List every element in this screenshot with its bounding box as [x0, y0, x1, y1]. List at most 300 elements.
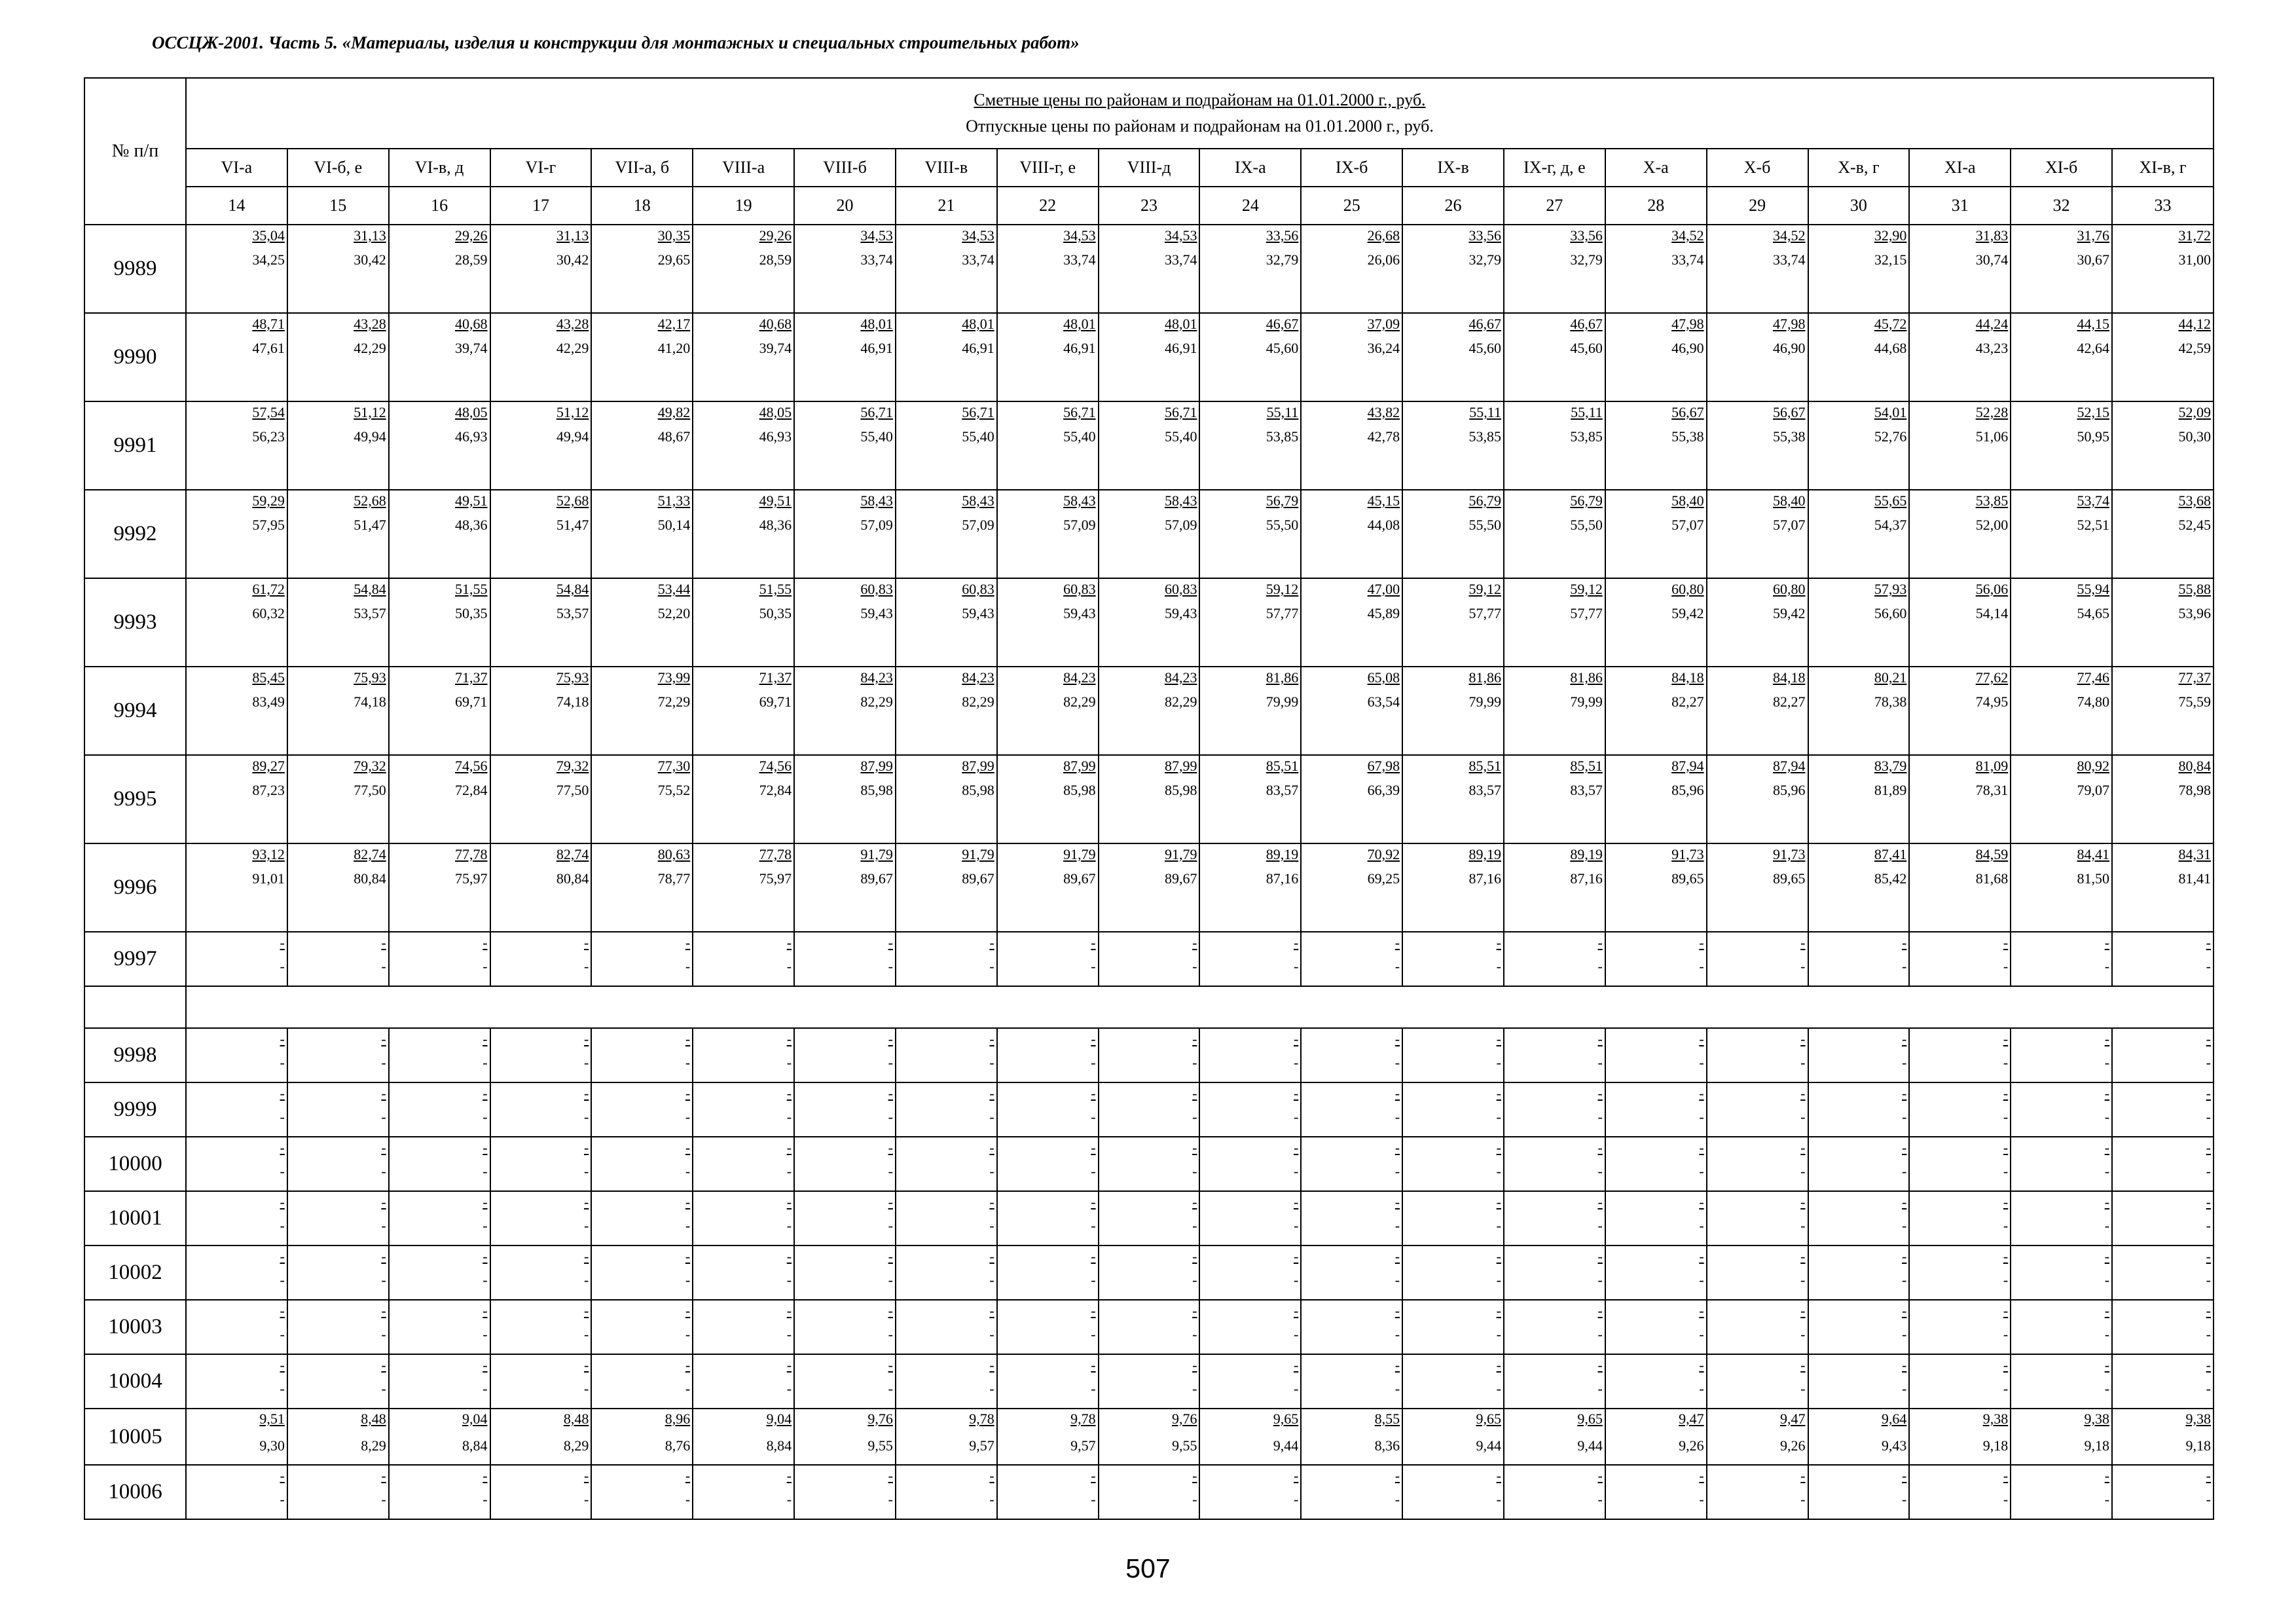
row-number: 10001 — [84, 1191, 186, 1246]
release-price: - — [2206, 1054, 2211, 1071]
price-cell — [1909, 313, 2011, 401]
price-cell — [1909, 1465, 2011, 1519]
price-cell — [1301, 1028, 1402, 1082]
estimated-price: - — [2206, 1248, 2211, 1264]
price-cell — [693, 843, 794, 932]
price-cell — [287, 578, 389, 667]
estimated-price: - — [989, 1302, 994, 1319]
release-price: 57,95 — [252, 517, 285, 533]
price-cell — [1099, 667, 1200, 755]
estimated-price: 60,83 — [1164, 581, 1197, 597]
price-cell — [2112, 1354, 2214, 1409]
estimated-price: - — [1699, 1467, 1704, 1484]
column-number: 16 — [389, 187, 490, 225]
release-price: - — [381, 1109, 386, 1125]
price-cell — [693, 932, 794, 986]
price-cell — [1504, 1465, 1605, 1519]
release-price: - — [381, 1054, 386, 1071]
price-cell — [1199, 1300, 1301, 1354]
price-cell — [2011, 1082, 2112, 1137]
estimated-price: 60,83 — [962, 581, 994, 597]
estimated-price: 59,12 — [1570, 581, 1603, 597]
release-price: - — [685, 1380, 691, 1397]
estimated-price: - — [2104, 1357, 2110, 1373]
estimated-price: - — [1394, 1085, 1400, 1101]
release-price: 53,96 — [2178, 605, 2211, 621]
estimated-price: - — [1800, 1357, 1806, 1373]
release-price: - — [1699, 1163, 1704, 1179]
estimated-price: - — [1394, 1302, 1400, 1319]
price-cell — [1301, 225, 1402, 313]
price-cell — [1605, 1409, 1707, 1465]
release-price: - — [1394, 1054, 1400, 1071]
estimated-price: - — [381, 1467, 386, 1484]
price-cell — [1707, 1465, 1808, 1519]
price-cell — [1808, 578, 1910, 667]
estimated-price: - — [2003, 1194, 2009, 1210]
estimated-price: - — [483, 1194, 488, 1210]
estimated-price: - — [2206, 1302, 2211, 1319]
price-cell — [287, 1028, 389, 1082]
estimated-price: 56,79 — [1468, 492, 1501, 509]
release-price: 9,57 — [969, 1437, 994, 1454]
estimated-price: - — [786, 1031, 792, 1047]
release-price: 45,60 — [1570, 340, 1603, 356]
release-price: 57,09 — [1063, 517, 1096, 533]
price-cell — [997, 313, 1099, 401]
release-price: 57,77 — [1468, 605, 1501, 621]
estimated-price: 74,56 — [455, 758, 488, 774]
price-cell — [2011, 1354, 2112, 1409]
price-cell — [490, 578, 592, 667]
estimated-price: 43,28 — [354, 316, 386, 332]
price-cell — [1605, 1191, 1707, 1246]
estimated-price: - — [1293, 1031, 1299, 1047]
price-cell — [1301, 1300, 1402, 1354]
release-price: - — [2003, 1326, 2009, 1342]
release-price: - — [1293, 1054, 1299, 1071]
release-price: 52,45 — [2178, 517, 2211, 533]
column-header-region: XI-а — [1909, 149, 2011, 187]
release-price: 9,18 — [2084, 1437, 2110, 1454]
estimated-price: - — [381, 1085, 386, 1101]
estimated-price: 73,99 — [657, 669, 691, 686]
estimated-price: 8,96 — [665, 1411, 691, 1427]
estimated-price: 8,48 — [563, 1411, 589, 1427]
release-price: 48,36 — [455, 517, 488, 533]
release-price: - — [2104, 1054, 2110, 1071]
release-price: - — [1800, 1491, 1806, 1507]
release-price: - — [1091, 1380, 1096, 1397]
price-cell — [693, 1191, 794, 1246]
estimated-price: 34,52 — [1773, 227, 1806, 244]
column-number: 25 — [1301, 187, 1402, 225]
price-cell — [389, 401, 490, 490]
estimated-price: - — [1091, 1085, 1096, 1101]
release-price: - — [786, 1217, 792, 1234]
release-price: - — [1192, 1163, 1197, 1179]
release-price: 51,47 — [556, 517, 589, 533]
price-cell — [1707, 1082, 1808, 1137]
estimated-price: - — [1902, 1194, 1907, 1210]
price-cell — [2011, 932, 2112, 986]
release-price: 33,74 — [1671, 251, 1704, 268]
estimated-price: - — [2003, 1467, 2009, 1484]
release-price: 63,54 — [1367, 693, 1400, 710]
release-price: - — [280, 1272, 285, 1288]
estimated-price: 84,18 — [1671, 669, 1704, 686]
estimated-price: 56,79 — [1266, 492, 1299, 509]
estimated-price: - — [584, 1467, 589, 1484]
price-cell — [693, 1137, 794, 1191]
release-price: 66,39 — [1367, 782, 1400, 798]
release-price: - — [1293, 1163, 1299, 1179]
price-cell — [1301, 1409, 1402, 1465]
estimated-price: - — [2104, 1194, 2110, 1210]
estimated-price: 54,84 — [354, 581, 386, 597]
release-price: - — [1192, 1054, 1197, 1071]
price-cell — [1504, 1191, 1605, 1246]
table-row — [84, 1137, 2214, 1191]
price-cell — [1199, 401, 1301, 490]
price-cell — [591, 843, 693, 932]
price-cell — [287, 1082, 389, 1137]
release-price: - — [1293, 1326, 1299, 1342]
table-title-cell — [186, 78, 2214, 149]
row-number: 9993 — [84, 578, 186, 667]
release-price: - — [1192, 958, 1197, 974]
estimated-price: - — [1394, 1467, 1400, 1484]
estimated-price: - — [483, 1248, 488, 1264]
price-cell — [1605, 313, 1707, 401]
price-cell — [997, 225, 1099, 313]
price-cell — [1301, 578, 1402, 667]
release-price: 50,95 — [2077, 428, 2110, 445]
release-price: - — [786, 958, 792, 974]
column-header-region: VIII-б — [794, 149, 896, 187]
release-price: 9,43 — [1881, 1437, 1907, 1454]
release-price: 49,94 — [354, 428, 386, 445]
price-cell — [1707, 1246, 1808, 1300]
release-price: 78,77 — [657, 870, 691, 887]
price-cell — [389, 755, 490, 843]
release-price: - — [685, 1054, 691, 1071]
price-cell — [1504, 578, 1605, 667]
estimated-price: 87,99 — [1164, 758, 1197, 774]
estimated-price: 34,53 — [1164, 227, 1197, 244]
estimated-price: 57,93 — [1874, 581, 1907, 597]
release-price: - — [1293, 1491, 1299, 1507]
release-price: 50,35 — [759, 605, 792, 621]
release-price: 54,14 — [1975, 605, 2009, 621]
estimated-price: 34,53 — [860, 227, 893, 244]
estimated-price: - — [1699, 1031, 1704, 1047]
price-cell — [1402, 1028, 1504, 1082]
release-price: - — [1902, 958, 1907, 974]
price-cell — [287, 932, 389, 986]
price-cell — [693, 1354, 794, 1409]
estimated-price: 51,33 — [657, 492, 691, 509]
release-price: 55,38 — [1671, 428, 1704, 445]
estimated-price: 87,94 — [1773, 758, 1806, 774]
price-cell — [186, 490, 287, 578]
price-cell — [896, 225, 997, 313]
estimated-price: 75,93 — [354, 669, 386, 686]
release-price: 81,41 — [2178, 870, 2211, 887]
column-header-region: VI-б, е — [287, 149, 389, 187]
release-price: - — [381, 958, 386, 974]
estimated-price: - — [1091, 1467, 1096, 1484]
price-cell — [591, 1191, 693, 1246]
estimated-price: 58,40 — [1671, 492, 1704, 509]
release-price: 46,91 — [1164, 340, 1197, 356]
price-cell — [1099, 1465, 1200, 1519]
release-price: - — [1902, 1326, 1907, 1342]
estimated-price: - — [1293, 934, 1299, 951]
price-cell — [1402, 843, 1504, 932]
release-price: 51,47 — [354, 517, 386, 533]
estimated-price: 29,26 — [759, 227, 792, 244]
price-cell — [2112, 932, 2214, 986]
release-price: 9,26 — [1679, 1437, 1704, 1454]
price-cell — [1808, 1246, 1910, 1300]
price-cell — [794, 1354, 896, 1409]
estimated-price: - — [2104, 1085, 2110, 1101]
release-price: 28,59 — [759, 251, 792, 268]
release-price: 9,57 — [1070, 1437, 1096, 1454]
release-price: 57,07 — [1671, 517, 1704, 533]
release-price: 85,98 — [860, 782, 893, 798]
release-price: - — [1293, 1109, 1299, 1125]
row-number: 9991 — [84, 401, 186, 490]
column-header-region: IX-а — [1199, 149, 1301, 187]
release-price: 50,14 — [657, 517, 691, 533]
price-cell — [1605, 225, 1707, 313]
price-cell — [2112, 1409, 2214, 1465]
estimated-price: 87,41 — [1874, 846, 1907, 862]
release-price: - — [584, 1491, 589, 1507]
estimated-price: - — [483, 1139, 488, 1156]
release-price: 43,23 — [1975, 340, 2009, 356]
estimated-price: 54,01 — [1874, 404, 1907, 420]
estimated-price: - — [2206, 1467, 2211, 1484]
price-cell — [1707, 1300, 1808, 1354]
release-price: - — [2206, 958, 2211, 974]
table-row — [84, 1191, 2214, 1246]
release-price: 53,85 — [1266, 428, 1299, 445]
price-cell — [896, 667, 997, 755]
estimated-price: - — [584, 934, 589, 951]
release-price: - — [2003, 1491, 2009, 1507]
price-cell — [1099, 401, 1200, 490]
release-price: 56,60 — [1874, 605, 1907, 621]
estimated-price: - — [786, 934, 792, 951]
table-row — [84, 1354, 2214, 1409]
release-price: - — [1496, 1491, 1501, 1507]
release-price: - — [381, 1272, 386, 1288]
release-price: 87,16 — [1570, 870, 1603, 887]
price-cell — [490, 1354, 592, 1409]
estimated-price: 54,84 — [556, 581, 589, 597]
estimated-price: 81,86 — [1468, 669, 1501, 686]
estimated-price: 67,98 — [1367, 758, 1400, 774]
release-price: - — [2104, 1326, 2110, 1342]
release-price: - — [280, 1109, 285, 1125]
price-cell — [794, 755, 896, 843]
release-price: - — [1800, 1380, 1806, 1397]
column-header-region: VI-г — [490, 149, 592, 187]
estimated-price: 89,19 — [1468, 846, 1501, 862]
estimated-price: 9,64 — [1881, 1411, 1907, 1427]
price-cell — [186, 843, 287, 932]
release-price: 89,67 — [860, 870, 893, 887]
release-price: 55,38 — [1773, 428, 1806, 445]
price-cell — [2011, 1028, 2112, 1082]
estimated-price: - — [2104, 1248, 2110, 1264]
release-price: - — [584, 1272, 589, 1288]
price-cell — [389, 1028, 490, 1082]
release-price: - — [1192, 1326, 1197, 1342]
price-cell — [1199, 1354, 1301, 1409]
estimated-price: 77,37 — [2178, 669, 2211, 686]
release-price: 82,27 — [1671, 693, 1704, 710]
price-cell — [1099, 932, 1200, 986]
release-price: 8,84 — [766, 1437, 792, 1454]
estimated-price: 44,12 — [2178, 316, 2211, 332]
release-price: - — [1091, 1109, 1096, 1125]
estimated-price: - — [1091, 1302, 1096, 1319]
estimated-price: - — [2104, 1467, 2110, 1484]
price-cell — [794, 1137, 896, 1191]
price-cell — [591, 313, 693, 401]
estimated-price: - — [1192, 1139, 1197, 1156]
price-cell — [1707, 755, 1808, 843]
release-price: - — [2206, 1109, 2211, 1125]
estimated-price: 33,56 — [1266, 227, 1299, 244]
release-price: 57,09 — [860, 517, 893, 533]
release-price: - — [989, 1380, 994, 1397]
estimated-price: - — [1597, 1085, 1603, 1101]
release-price: - — [483, 1272, 488, 1288]
estimated-price: 55,65 — [1874, 492, 1907, 509]
release-price: 55,40 — [1164, 428, 1197, 445]
release-price: 72,84 — [455, 782, 488, 798]
price-cell — [896, 1354, 997, 1409]
estimated-prices-title: Сметные цены по районам и подрайонам на 01.01.2000 г., руб. — [974, 90, 1426, 109]
price-cell — [1909, 1191, 2011, 1246]
price-cell — [2011, 1246, 2112, 1300]
release-price: - — [483, 1380, 488, 1397]
price-cell — [1909, 578, 2011, 667]
price-cell — [896, 843, 997, 932]
price-cell — [1808, 932, 1910, 986]
price-cell — [591, 1137, 693, 1191]
estimated-price: 47,98 — [1773, 316, 1806, 332]
release-prices-title: Отпускные цены по районам и подрайонам на 01.01.2000 г., руб. — [966, 117, 1434, 136]
estimated-price: - — [888, 1139, 893, 1156]
release-price: 59,42 — [1773, 605, 1806, 621]
estimated-price: - — [989, 1248, 994, 1264]
estimated-price: - — [685, 1031, 691, 1047]
estimated-price: - — [1699, 1194, 1704, 1210]
price-table — [84, 77, 2214, 1520]
release-price: - — [1902, 1491, 1907, 1507]
price-cell — [997, 1082, 1099, 1137]
price-cell — [794, 490, 896, 578]
price-cell — [1707, 1409, 1808, 1465]
estimated-price: - — [1496, 1085, 1501, 1101]
estimated-price: - — [584, 1031, 589, 1047]
release-price: 57,09 — [1164, 517, 1197, 533]
price-cell — [287, 1465, 389, 1519]
release-price: - — [888, 1217, 893, 1234]
price-cell — [1504, 401, 1605, 490]
release-price: - — [888, 1109, 893, 1125]
price-cell — [1909, 1246, 2011, 1300]
release-price: 89,67 — [1063, 870, 1096, 887]
estimated-price: 42,17 — [657, 316, 691, 332]
price-cell — [2112, 578, 2214, 667]
estimated-price: 56,71 — [860, 404, 893, 420]
estimated-price: - — [1699, 1302, 1704, 1319]
price-cell — [1808, 1028, 1910, 1082]
estimated-price: - — [1091, 1031, 1096, 1047]
estimated-price: 9,38 — [2185, 1411, 2211, 1427]
release-price: - — [1800, 1217, 1806, 1234]
price-cell — [1504, 667, 1605, 755]
estimated-price: 80,21 — [1874, 669, 1907, 686]
estimated-price: 77,78 — [759, 846, 792, 862]
release-price: 85,98 — [962, 782, 994, 798]
release-price: - — [381, 1491, 386, 1507]
price-cell — [1199, 755, 1301, 843]
row-number: 9999 — [84, 1082, 186, 1137]
price-cell — [1504, 490, 1605, 578]
price-cell — [1301, 932, 1402, 986]
release-price: 46,91 — [962, 340, 994, 356]
price-cell — [2112, 1082, 2214, 1137]
table-row — [84, 1300, 2214, 1354]
release-price: - — [1496, 1272, 1501, 1288]
estimated-price: 91,79 — [962, 846, 994, 862]
release-price: - — [1192, 1491, 1197, 1507]
price-cell — [1099, 1409, 1200, 1465]
price-cell — [389, 1465, 490, 1519]
price-cell — [1605, 401, 1707, 490]
estimated-price: 9,78 — [1070, 1411, 1096, 1427]
price-cell — [490, 755, 592, 843]
estimated-price: 46,67 — [1468, 316, 1501, 332]
price-cell — [2112, 843, 2214, 932]
estimated-price: - — [2104, 934, 2110, 951]
price-cell — [794, 225, 896, 313]
price-cell — [2011, 843, 2112, 932]
price-cell — [591, 1300, 693, 1354]
price-cell — [1199, 843, 1301, 932]
price-cell — [1402, 1354, 1504, 1409]
column-header-region: VIII-в — [896, 149, 997, 187]
price-cell — [997, 1409, 1099, 1465]
price-cell — [794, 1191, 896, 1246]
price-cell — [1199, 225, 1301, 313]
column-number: 28 — [1605, 187, 1707, 225]
estimated-price: 44,24 — [1975, 316, 2009, 332]
price-cell — [1808, 1191, 1910, 1246]
price-cell — [1707, 667, 1808, 755]
release-price: - — [483, 958, 488, 974]
release-price: - — [1394, 1491, 1400, 1507]
price-cell — [896, 578, 997, 667]
